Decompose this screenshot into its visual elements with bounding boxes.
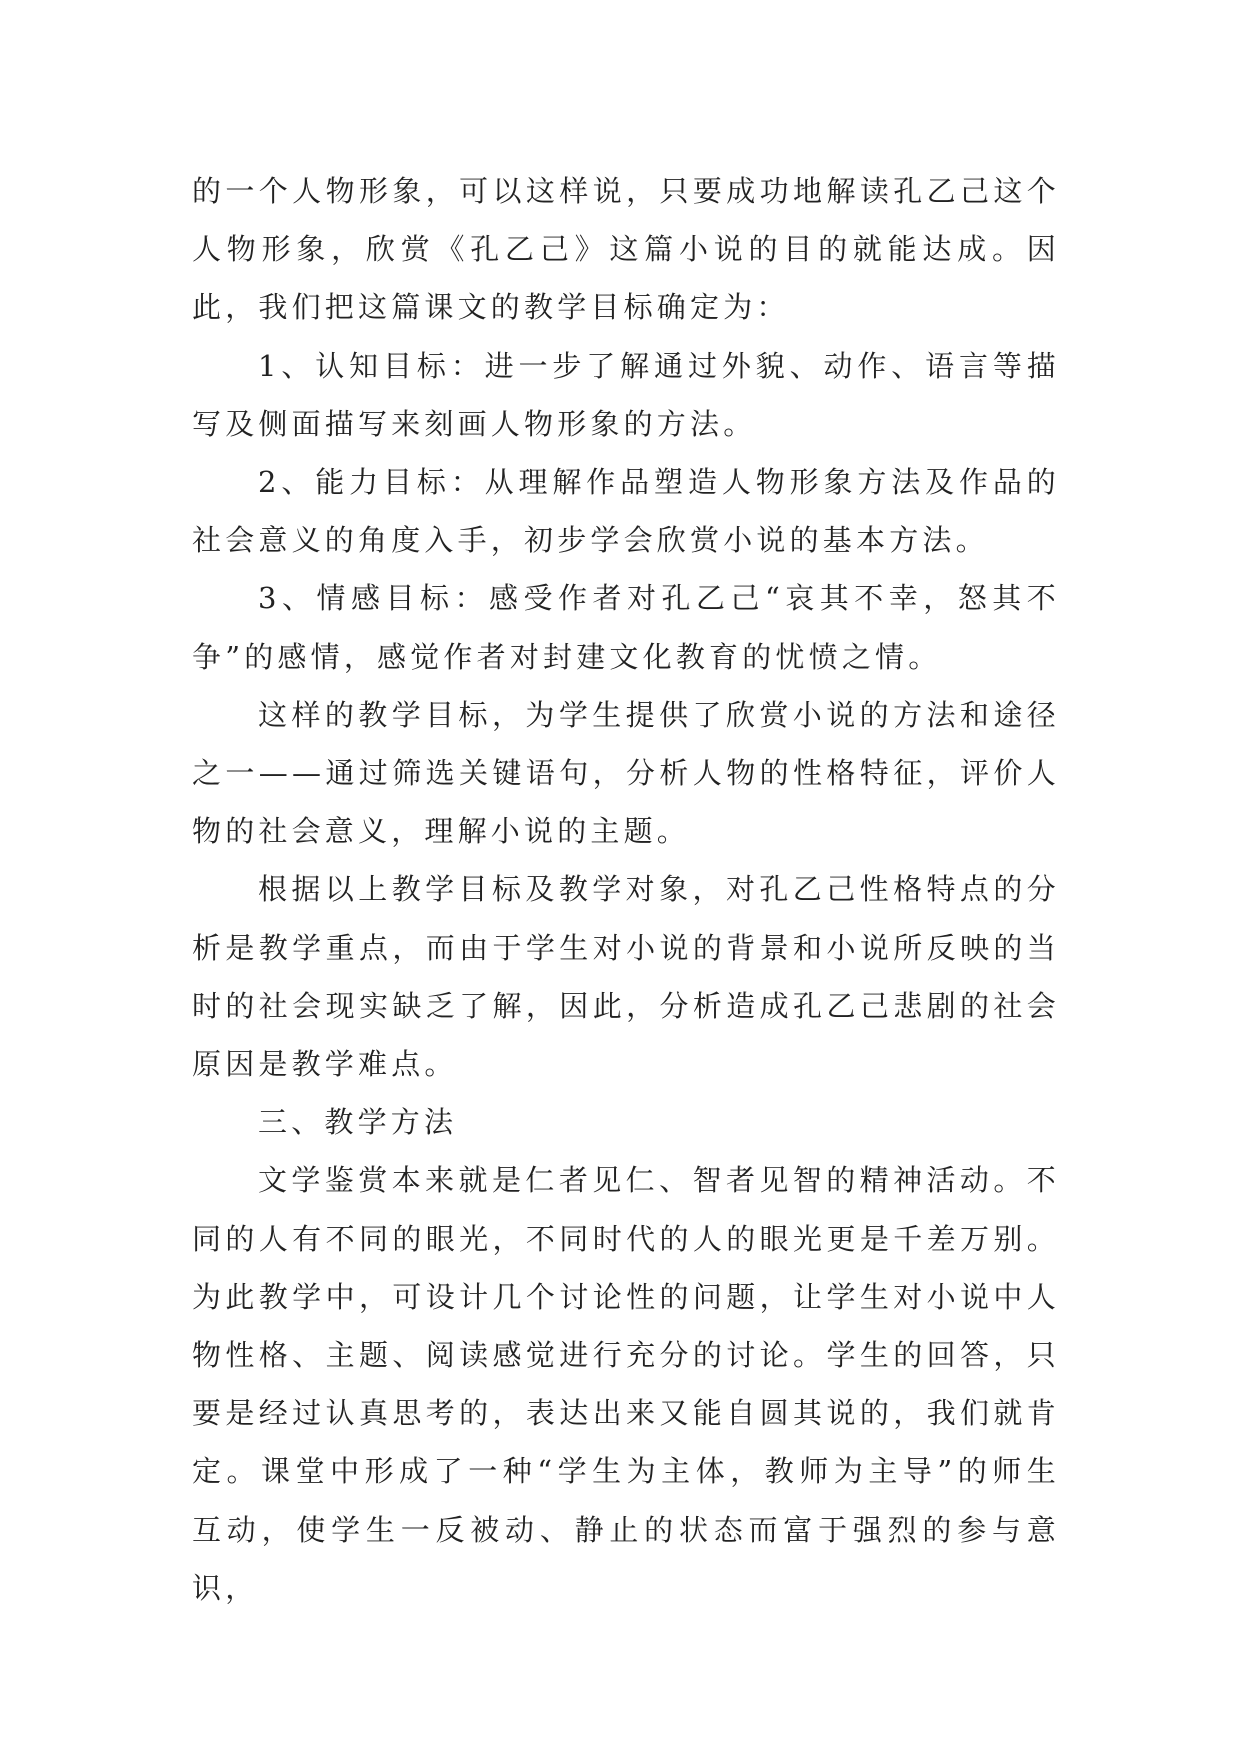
- paragraph-intro-continued: 的一个人物形象，可以这样说，只要成功地解读孔乙己这个人物形象，欣赏《孔乙己》这篇小说的目的就能达成。因此，我们把这篇课文的教学目标确定为：: [192, 174, 1060, 325]
- section-heading-teaching-methods: 三、教学方法: [258, 1105, 458, 1140]
- paragraph-ability-goal: 2、能力目标：从理解作品塑造人物形象方法及作品的社会意义的角度入手，初步学会欣赏小说的基本方法。: [192, 465, 1060, 558]
- paragraph-goal-summary: 这样的教学目标，为学生提供了欣赏小说的方法和途径之一——通过筛选关键语句，分析人物的性格特征，评价人物的社会意义，理解小说的主题。: [192, 697, 1060, 849]
- paragraph-emotion-goal: 3、情感目标：感受作者对孔乙己“哀其不幸，怒其不争”的感情，感觉作者对封建文化教育的忧愤之情。: [192, 581, 1060, 674]
- paragraph-teaching-methods: 文学鉴赏本来就是仁者见仁、智者见智的精神活动。不同的人有不同的眼光，不同时代的人的眼光更是千差万别。为此教学中，可设计几个讨论性的问题，让学生对小说中人物性格、主题、阅读感觉进行充分的讨论。学生的回答，只要是经过认真思考的，表达出来又能自圆其说的，我们就肯定。课堂中形成了一种“学生为主体，教师为主导”的师生互动，使学生一反被动、静止的状态而富于强烈的参与意识，: [192, 1163, 1060, 1605]
- document-body: [192, 162, 1060, 1617]
- paragraph-key-and-difficult-points: 根据以上教学目标及教学对象，对孔乙己性格特点的分析是教学重点，而由于学生对小说的背景和小说所反映的当时的社会现实缺乏了解，因此，分析造成孔乙己悲剧的社会原因是教学难点。: [192, 872, 1060, 1082]
- paragraph-cognitive-goal: 1、认知目标：进一步了解通过外貌、动作、语言等描写及侧面描写来刻画人物形象的方法。: [192, 348, 1060, 441]
